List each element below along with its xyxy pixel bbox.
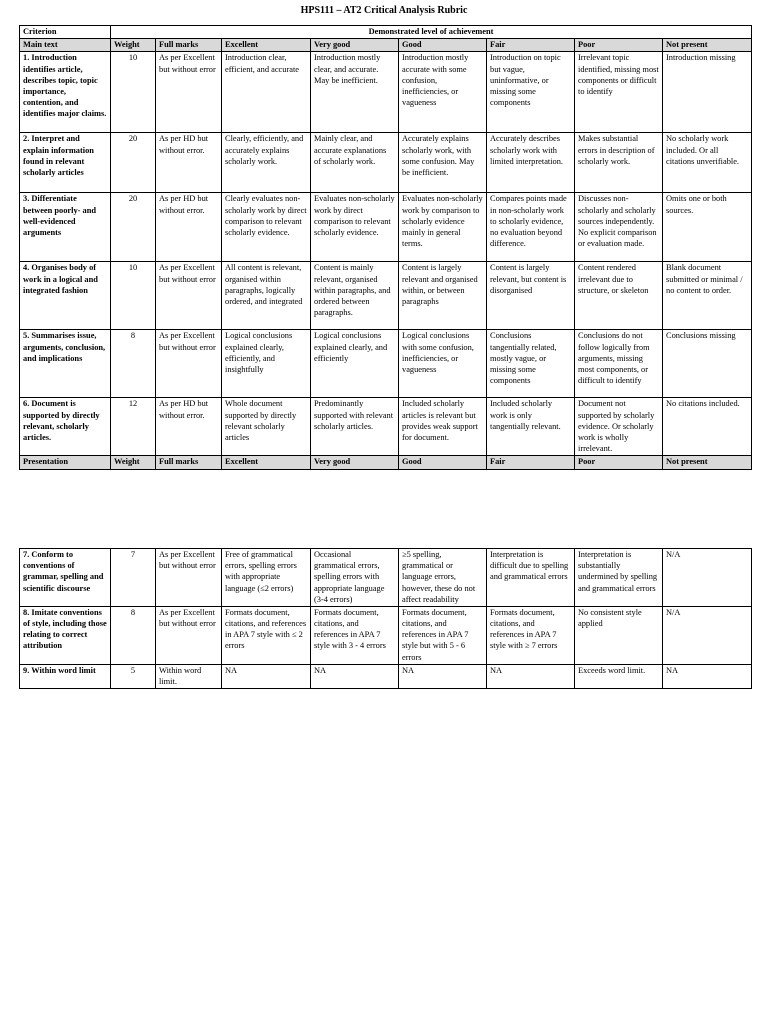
excellent-cell: NA bbox=[222, 664, 311, 688]
document-title: HPS111 – AT2 Critical Analysis Rubric bbox=[300, 5, 468, 16]
weight-cell: 10 bbox=[111, 262, 156, 330]
fair-cell: Compares points made in non-scholarly work to scholarly evidence, no evaluation beyond difference. bbox=[487, 193, 575, 262]
section-header-presentation bbox=[20, 456, 752, 469]
very-good-cell: Logical conclusions explained clearly, and efficiently bbox=[311, 330, 399, 398]
full-marks-cell: As per HD but without error. bbox=[156, 398, 222, 456]
full-marks-cell: As per Excellent but without error bbox=[156, 262, 222, 330]
weight-cell: 12 bbox=[111, 398, 156, 456]
full-marks-cell: As per Excellent but without error bbox=[156, 52, 222, 133]
not-present-cell: No scholarly work included. Or all citations unverifiable. bbox=[663, 133, 752, 193]
table-row bbox=[20, 549, 752, 607]
header-cell: Main text bbox=[20, 39, 111, 52]
poor-cell: No consistent style applied bbox=[575, 606, 663, 664]
poor-cell: Discusses non-scholarly and scholarly sources independently. No explicit comparison or evaluation made. bbox=[575, 193, 663, 262]
good-cell: Logical conclusions with some confusion, inefficiencies, or vagueness bbox=[399, 330, 487, 398]
header-cell: Good bbox=[399, 39, 487, 52]
header-cell: Not present bbox=[663, 39, 752, 52]
full-marks-cell: Within word limit. bbox=[156, 664, 222, 688]
excellent-cell: Formats document, citations, and references in APA 7 style with ≤ 2 errors bbox=[222, 606, 311, 664]
table-row bbox=[20, 398, 752, 456]
very-good-cell: Evaluates non-scholarly work by direct comparison to relevant scholarly evidence. bbox=[311, 193, 399, 262]
poor-cell: Document not supported by scholarly evidence. Or scholarly work is wholly irrelevant. bbox=[575, 398, 663, 456]
criterion-cell: 4. Organises body of work in a logical and integrated fashion bbox=[20, 262, 111, 330]
criterion-cell: 1. Introduction identifies article, describes topic, topic importance, contention, and identifies major claims. bbox=[20, 52, 111, 133]
header-cell: Poor bbox=[575, 39, 663, 52]
table-row bbox=[20, 262, 752, 330]
fair-cell: Content is largely relevant, but content is disorganised bbox=[487, 262, 575, 330]
criterion-cell: 8. Imitate conventions of style, including those relating to correct attribution bbox=[20, 606, 111, 664]
excellent-cell: Logical conclusions explained clearly, efficiently, and insightfully bbox=[222, 330, 311, 398]
header-cell: Excellent bbox=[222, 39, 311, 52]
criterion-cell: 3. Differentiate between poorly- and well-evidenced arguments bbox=[20, 193, 111, 262]
good-cell: Included scholarly articles is relevant but provides weak support for document. bbox=[399, 398, 487, 456]
not-present-cell: Introduction missing bbox=[663, 52, 752, 133]
criterion-cell: 7. Conform to conventions of grammar, spelling and scientific discourse bbox=[20, 549, 111, 607]
rubric-table-presentation bbox=[19, 548, 752, 689]
weight-cell: 20 bbox=[111, 193, 156, 262]
very-good-cell: NA bbox=[311, 664, 399, 688]
not-present-cell: Omits one or both sources. bbox=[663, 193, 752, 262]
table-row bbox=[20, 193, 752, 262]
fair-cell: Interpretation is difficult due to spelling and grammatical errors bbox=[487, 549, 575, 607]
poor-cell: Interpretation is substantially undermined by spelling and grammatical errors bbox=[575, 549, 663, 607]
excellent-cell: All content is relevant, organised within paragraphs, logically ordered, and integrated bbox=[222, 262, 311, 330]
not-present-cell: N/A bbox=[663, 549, 752, 607]
weight-cell: 20 bbox=[111, 133, 156, 193]
very-good-cell: Occasional grammatical errors, spelling errors with appropriate language (3-4 errors) bbox=[311, 549, 399, 607]
good-cell: Formats document, citations, and references in APA 7 style but with 5 - 6 errors bbox=[399, 606, 487, 664]
header-cell: Very good bbox=[311, 456, 399, 469]
header-cell: Full marks bbox=[156, 456, 222, 469]
section-header-main bbox=[20, 39, 752, 52]
header-cell: Good bbox=[399, 456, 487, 469]
header-cell: Fair bbox=[487, 456, 575, 469]
not-present-cell: Blank document submitted or minimal / no content to order. bbox=[663, 262, 752, 330]
very-good-cell: Introduction mostly clear, and accurate. May be inefficient. bbox=[311, 52, 399, 133]
excellent-cell: Clearly evaluates non-scholarly work by direct comparison to relevant scholarly evidence. bbox=[222, 193, 311, 262]
fair-cell: Conclusions tangentially related, mostly vague, or missing some components bbox=[487, 330, 575, 398]
very-good-cell: Predominantly supported with relevant scholarly articles. bbox=[311, 398, 399, 456]
poor-cell: Exceeds word limit. bbox=[575, 664, 663, 688]
poor-cell: Content rendered irrelevant due to structure, or skeleton bbox=[575, 262, 663, 330]
header-cell: Weight bbox=[111, 456, 156, 469]
table-row bbox=[20, 52, 752, 133]
criterion-cell: 6. Document is supported by directly relevant, scholarly articles. bbox=[20, 398, 111, 456]
not-present-cell: N/A bbox=[663, 606, 752, 664]
table-row bbox=[20, 606, 752, 664]
full-marks-cell: As per Excellent but without error bbox=[156, 549, 222, 607]
header-cell: Presentation bbox=[20, 456, 111, 469]
achievement-header: Demonstrated level of achievement bbox=[111, 26, 752, 39]
header-cell: Excellent bbox=[222, 456, 311, 469]
table-row bbox=[20, 664, 752, 688]
header-cell: Fair bbox=[487, 39, 575, 52]
weight-cell: 10 bbox=[111, 52, 156, 133]
full-marks-cell: As per Excellent but without error bbox=[156, 606, 222, 664]
full-marks-cell: As per HD but without error. bbox=[156, 193, 222, 262]
header-cell: Full marks bbox=[156, 39, 222, 52]
table-row bbox=[20, 330, 752, 398]
header-cell: Weight bbox=[111, 39, 156, 52]
poor-cell: Conclusions do not follow logically from arguments, missing most components, or difficult to identify bbox=[575, 330, 663, 398]
criterion-cell: 9. Within word limit bbox=[20, 664, 111, 688]
poor-cell: Irrelevant topic identified, missing most components or difficult to identify bbox=[575, 52, 663, 133]
not-present-cell: No citations included. bbox=[663, 398, 752, 456]
weight-cell: 8 bbox=[111, 606, 156, 664]
not-present-cell: NA bbox=[663, 664, 752, 688]
good-cell: NA bbox=[399, 664, 487, 688]
weight-cell: 5 bbox=[111, 664, 156, 688]
not-present-cell: Conclusions missing bbox=[663, 330, 752, 398]
excellent-cell: Free of grammatical errors, spelling errors with appropriate language (≤2 errors) bbox=[222, 549, 311, 607]
fair-cell: Formats document, citations, and references in APA 7 style with ≥ 7 errors bbox=[487, 606, 575, 664]
rubric-table-main bbox=[19, 25, 752, 470]
good-cell: Accurately explains scholarly work, with some confusion. May be inefficient. bbox=[399, 133, 487, 193]
header-cell: Poor bbox=[575, 456, 663, 469]
fair-cell: Accurately describes scholarly work with limited interpretation. bbox=[487, 133, 575, 193]
fair-cell: Introduction on topic but vague, uninformative, or missing some components bbox=[487, 52, 575, 133]
header-cell: Very good bbox=[311, 39, 399, 52]
good-cell: Content is largely relevant and organised within, or between paragraphs bbox=[399, 262, 487, 330]
weight-cell: 7 bbox=[111, 549, 156, 607]
criterion-cell: 5. Summarises issue, arguments, conclusion, and implications bbox=[20, 330, 111, 398]
excellent-cell: Clearly, efficiently, and accurately explains scholarly work. bbox=[222, 133, 311, 193]
good-cell: ≥5 spelling, grammatical or language errors, however, these do not affect readability bbox=[399, 549, 487, 607]
fair-cell: NA bbox=[487, 664, 575, 688]
excellent-cell: Whole document supported by directly relevant scholarly articles bbox=[222, 398, 311, 456]
good-cell: Evaluates non-scholarly work by comparison to scholarly evidence mainly in general terms. bbox=[399, 193, 487, 262]
fair-cell: Included scholarly work is only tangentially relevant. bbox=[487, 398, 575, 456]
poor-cell: Makes substantial errors in description of scholarly work. bbox=[575, 133, 663, 193]
very-good-cell: Mainly clear, and accurate explanations of scholarly work. bbox=[311, 133, 399, 193]
table-top-row bbox=[20, 26, 752, 39]
excellent-cell: Introduction clear, efficient, and accurate bbox=[222, 52, 311, 133]
criterion-cell: 2. Interpret and explain information found in relevant scholarly articles bbox=[20, 133, 111, 193]
good-cell: Introduction mostly accurate with some confusion, inefficiencies, or vagueness bbox=[399, 52, 487, 133]
header-cell: Not present bbox=[663, 456, 752, 469]
very-good-cell: Formats document, citations, and references in APA 7 style with 3 - 4 errors bbox=[311, 606, 399, 664]
very-good-cell: Content is mainly relevant, organised within paragraphs, and ordered between paragraphs. bbox=[311, 262, 399, 330]
full-marks-cell: As per HD but without error. bbox=[156, 133, 222, 193]
weight-cell: 8 bbox=[111, 330, 156, 398]
criterion-header: Criterion bbox=[20, 26, 111, 39]
table-row bbox=[20, 133, 752, 193]
full-marks-cell: As per Excellent but without error bbox=[156, 330, 222, 398]
